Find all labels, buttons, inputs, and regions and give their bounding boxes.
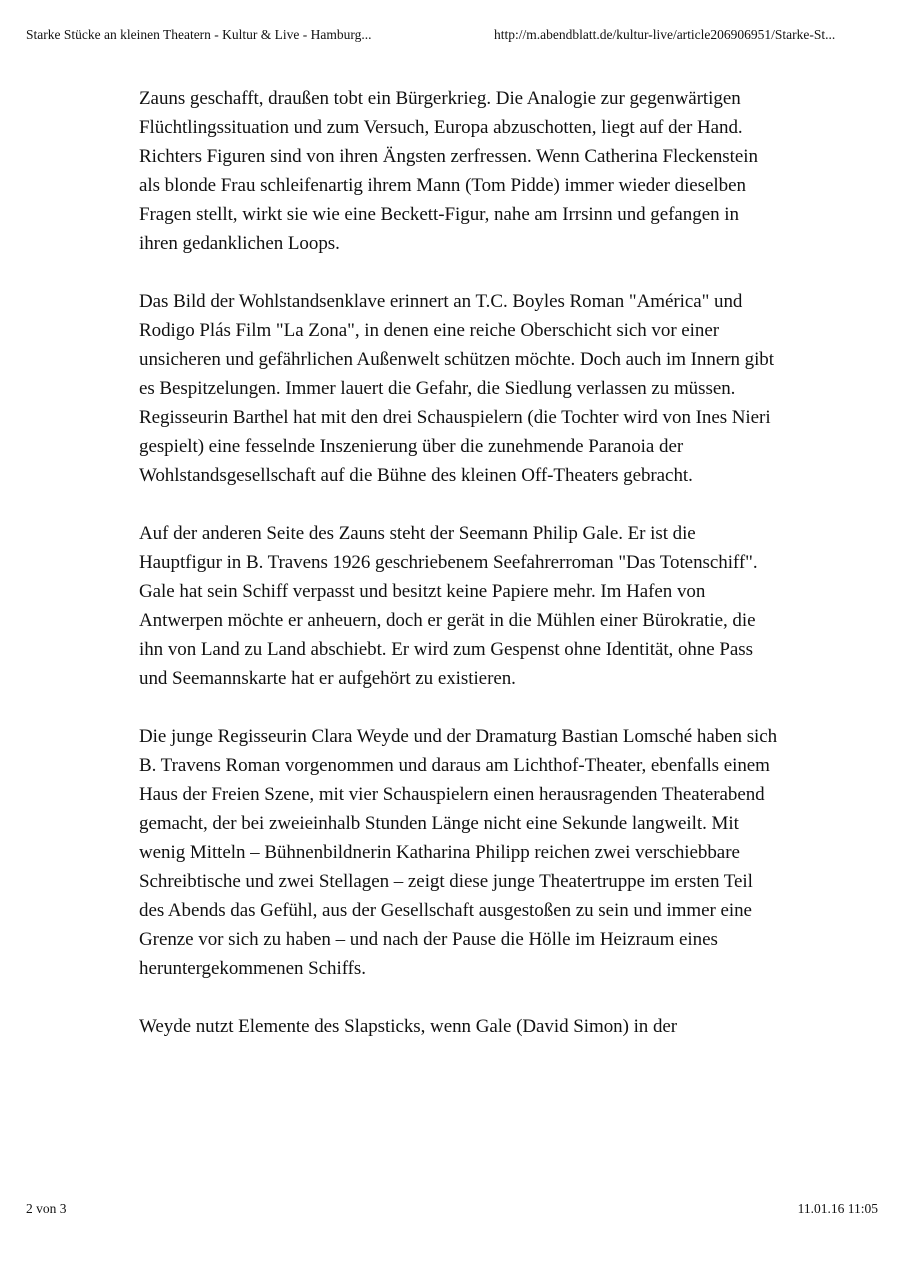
print-footer <box>26 1200 878 1218</box>
print-header <box>26 26 878 44</box>
article-paragraph: Weyde nutzt Elemente des Slapsticks, wenn Gale (David Simon) in der <box>139 1016 678 1037</box>
page-title: Starke Stücke an kleinen Theatern - Kultur & Live - Hamburg... <box>26 27 372 42</box>
page-url: http://m.abendblatt.de/kultur-live/article206906951/Starke-St... <box>494 27 836 42</box>
page-number: 2 von 3 <box>26 1201 67 1216</box>
article-paragraph: Das Bild der Wohlstandsenklave erinnert an T.C. Boyles Roman "América" und Rodigo Plás Film "La Zona", in denen eine reiche Oberschicht sich vor einer unsicheren und gefährlichen Außenwelt schützen möchte. Doch auch im Innern gibt es Bespitzelungen. Immer lauert die Gefahr, die Siedlung verlassen zu müssen. Regisseurin Barthel hat mit den drei Schauspielern (die Tochter wird von Ines Nieri gespielt) eine fesselnde Inszenierung über die zunehmende Paranoia der Wohlstandsgesellschaft auf die Bühne des kleinen Off-Theaters gebracht. <box>139 291 774 486</box>
article-paragraph: Die junge Regisseurin Clara Weyde und der Dramaturg Bastian Lomsché haben sich B. Travens Roman vorgenommen und daraus am Lichthof-Theater, ebenfalls einem Haus der Freien Szene, mit vier Schauspielern einen herausragenden Theaterabend gemacht, der bei zweieinhalb Stunden Länge nicht eine Sekunde langweilt. Mit wenig Mitteln – Bühnenbildnerin Katharina Philipp reichen zwei verschiebbare Schreibtische und zwei Stellagen – zeigt diese junge Theatertruppe im ersten Teil des Abends das Gefühl, aus der Gesellschaft ausgestoßen zu sein und immer eine Grenze vor sich zu haben – und nach der Pause die Hölle im Heizraum eines heruntergekommenen Schiffs. <box>139 726 778 979</box>
article-paragraph: Auf der anderen Seite des Zauns steht der Seemann Philip Gale. Er ist die Hauptfigur in B. Travens 1926 geschriebenem Seefahrerroman "Das Totenschiff". Gale hat sein Schiff verpasst und besitzt keine Papiere mehr. Im Hafen von Antwerpen möchte er anheuern, doch er gerät in die Mühlen einer Bürokratie, die ihn von Land zu Land abschiebt. Er wird zum Gespenst ohne Identität, ohne Pass und Seemannskarte hat er aufgehört zu existieren. <box>139 523 758 689</box>
article-body <box>139 84 779 1070</box>
article-paragraph: Zauns geschafft, draußen tobt ein Bürgerkrieg. Die Analogie zur gegenwärtigen Flüchtlingssituation und zum Versuch, Europa abzuschotten, liegt auf der Hand. Richters Figuren sind von ihren Ängsten zerfressen. Wenn Catherina Fleckenstein als blonde Frau schleifenartig ihrem Mann (Tom Pidde) immer wieder dieselben Fragen stellt, wirkt sie wie eine Beckett-Figur, nahe am Irrsinn und gefangen in ihren gedanklichen Loops. <box>139 88 758 254</box>
print-timestamp: 11.01.16 11:05 <box>797 1201 878 1216</box>
